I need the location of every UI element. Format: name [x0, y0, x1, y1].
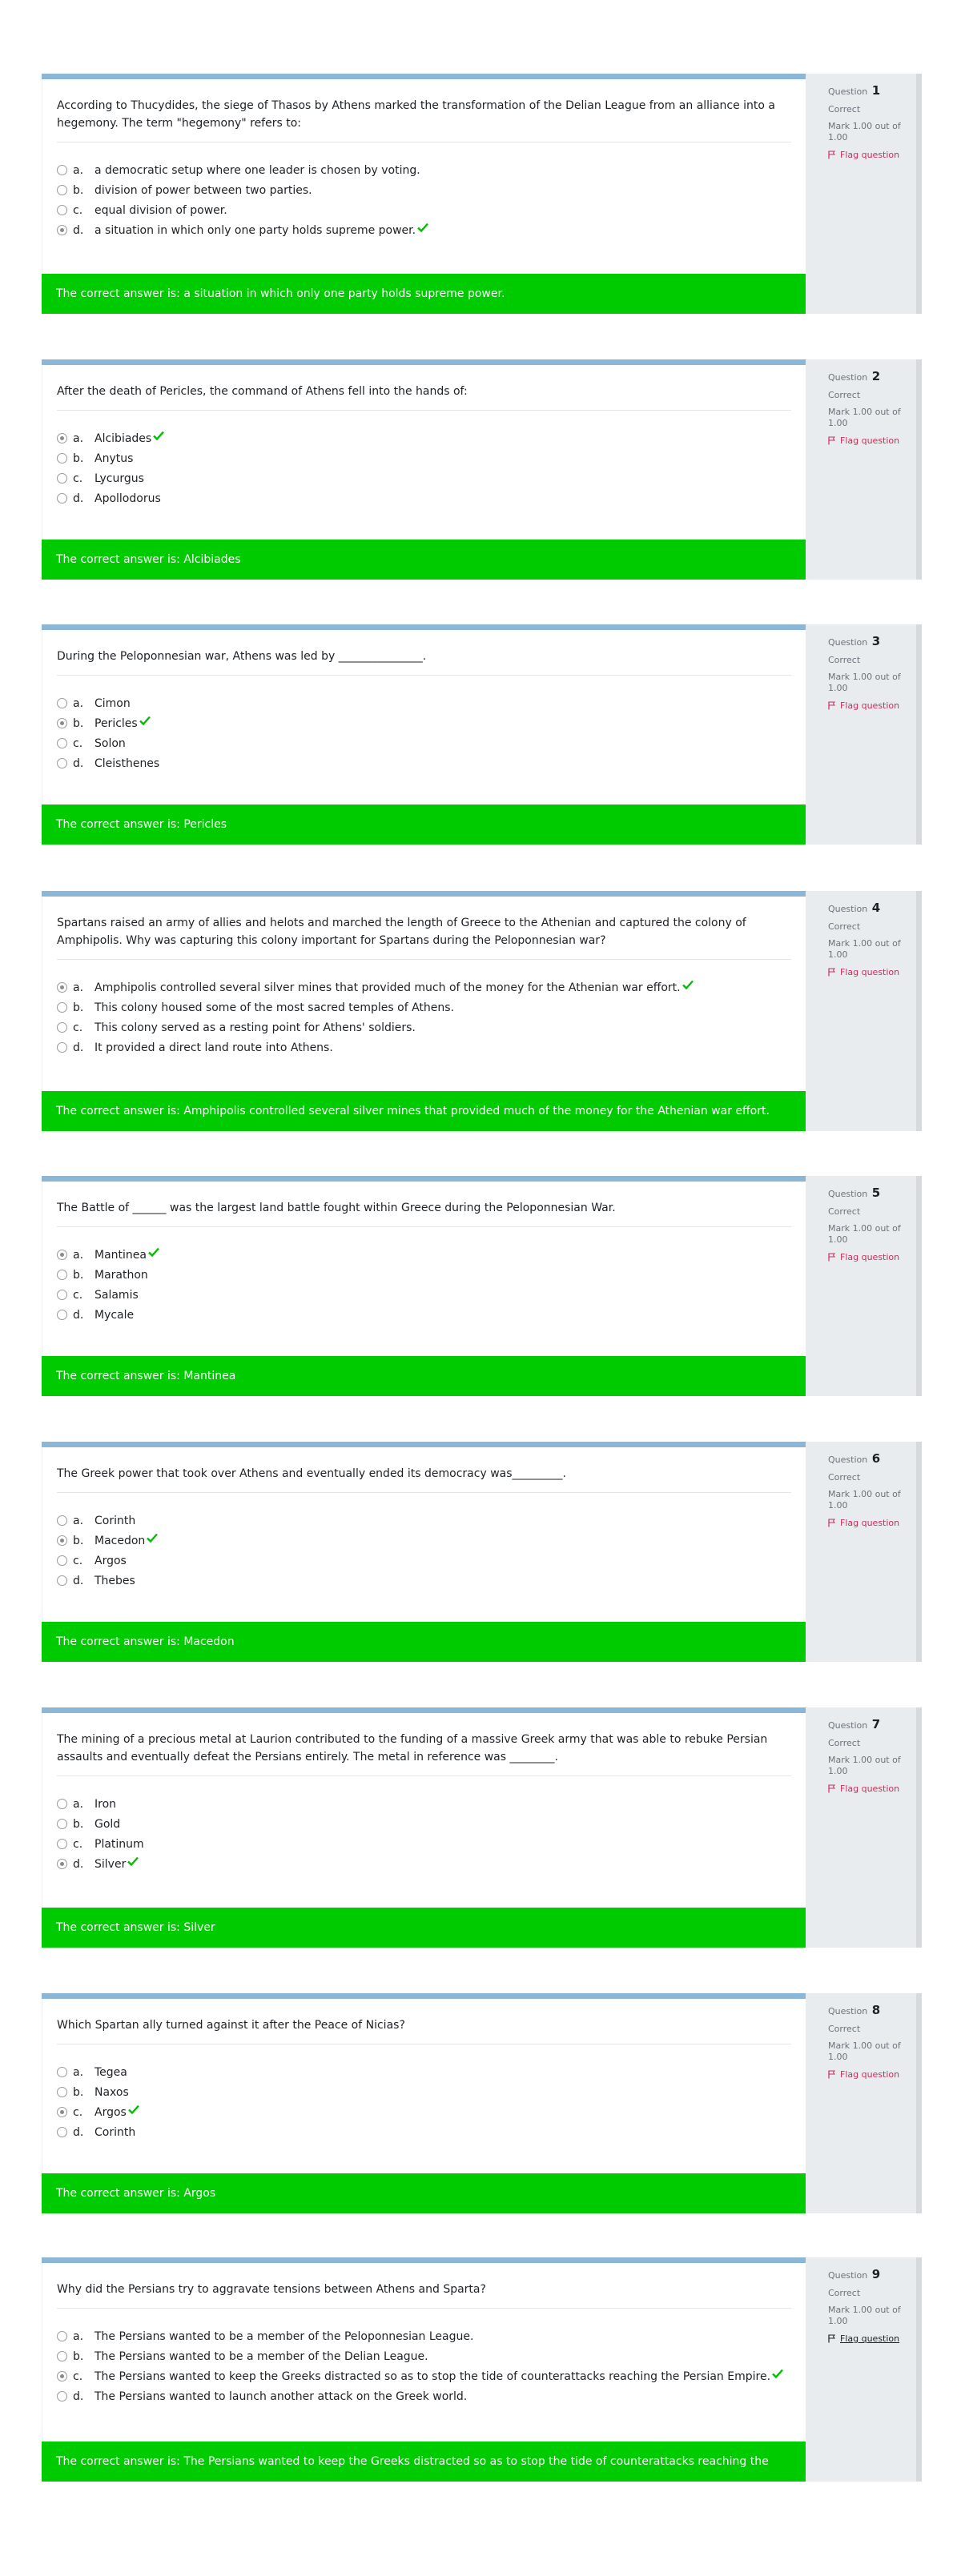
- question-grade: Mark 1.00 out of 1.00: [828, 1489, 901, 1511]
- option-letter: d.: [73, 756, 84, 770]
- correct-answer-feedback: The correct answer is: Mantinea: [42, 1356, 806, 1396]
- option-letter: a.: [73, 431, 84, 445]
- question-label: Question: [828, 904, 868, 914]
- option-letter: a.: [73, 163, 84, 177]
- answer-option-a[interactable]: [57, 1794, 791, 1814]
- answer-option-d[interactable]: [57, 1571, 791, 1591]
- question-info-panel: [806, 359, 922, 580]
- question-label: Question: [828, 637, 868, 648]
- flag-icon: [828, 2334, 836, 2343]
- question-info-panel: [806, 1707, 922, 1948]
- radio-button[interactable]: [57, 2067, 67, 2077]
- correct-answer-feedback: The correct answer is: Alcibiades: [42, 540, 806, 580]
- option-text: The Persians wanted to be a member of the Delian League.: [94, 2349, 428, 2363]
- correct-answer-feedback: The correct answer is: Pericles: [42, 804, 806, 845]
- question-info-panel: [806, 1442, 922, 1662]
- question-number-line: [828, 1186, 905, 1200]
- question-label: Question: [828, 372, 868, 383]
- radio-button[interactable]: [57, 453, 67, 463]
- answer-option-b[interactable]: [57, 997, 791, 1017]
- answer-option-b[interactable]: [57, 180, 791, 200]
- question-block-5: [42, 1176, 922, 1396]
- answer-option-d[interactable]: [57, 2386, 791, 2406]
- answer-option-d[interactable]: [57, 488, 791, 508]
- flag-icon: [828, 1784, 836, 1793]
- answer-option-a[interactable]: [57, 2326, 791, 2346]
- option-text: division of power between two parties.: [94, 183, 312, 197]
- option-letter: d.: [73, 2125, 84, 2139]
- question-block-4: [42, 891, 922, 1131]
- question-content: [42, 1707, 806, 1948]
- option-text: Platinum: [94, 1837, 144, 1851]
- answer-options: [57, 160, 791, 240]
- question-text: During the Peloponnesian war, Athens was led by _______________.: [57, 648, 791, 676]
- correct-answer-feedback: The correct answer is: Argos: [42, 2173, 806, 2213]
- correct-check-icon: [128, 2105, 139, 2114]
- question-state: Correct: [828, 655, 861, 665]
- question-number-line: [828, 1451, 905, 1466]
- option-text: Argos: [94, 2105, 127, 2119]
- answer-option-a[interactable]: [57, 160, 791, 180]
- option-text: Thebes: [94, 1574, 135, 1587]
- question-text: According to Thucydides, the siege of Thasos by Athens marked the transformation of the Delian League from an alliance into a hegemony. The term "hegemony" refers to:: [57, 97, 791, 142]
- option-letter: c.: [73, 1021, 83, 1034]
- answer-option-d[interactable]: [57, 753, 791, 773]
- correct-check-icon: [139, 716, 151, 725]
- option-letter: a.: [73, 2329, 84, 2343]
- question-number-line: [828, 83, 905, 98]
- option-text: Amphipolis controlled several silver mines that provided much of the money for the Athenian war effort.: [94, 981, 681, 994]
- answer-options: [57, 977, 791, 1057]
- option-text: a situation in which only one party holds supreme power.: [94, 223, 416, 237]
- correct-answer-feedback: The correct answer is: Amphipolis controlled several silver mines that provided much of the money for the Athenian war effort.: [42, 1091, 806, 1131]
- answer-option-c[interactable]: [57, 2366, 791, 2386]
- question-grade: Mark 1.00 out of 1.00: [828, 407, 901, 428]
- correct-check-icon: [772, 2369, 783, 2378]
- question-label: Question: [828, 2006, 868, 2016]
- flag-question-button[interactable]: [828, 1784, 905, 1794]
- question-number: 2: [871, 369, 881, 383]
- option-letter: b.: [73, 1268, 84, 1282]
- option-letter: a.: [73, 1514, 84, 1527]
- answer-option-b[interactable]: [57, 2082, 791, 2102]
- option-text: The Persians wanted to launch another attack on the Greek world.: [94, 2389, 468, 2403]
- radio-button[interactable]: [57, 1819, 67, 1829]
- option-letter: a.: [73, 696, 84, 710]
- answer-options: [57, 1245, 791, 1325]
- question-number-line: [828, 2003, 905, 2017]
- question-label: Question: [828, 1455, 868, 1465]
- answer-option-c[interactable]: [57, 733, 791, 753]
- option-letter: b.: [73, 716, 84, 730]
- question-content: [42, 624, 806, 845]
- option-text: Corinth: [94, 1514, 136, 1527]
- option-text: Mycale: [94, 1308, 135, 1322]
- question-content: [42, 1442, 806, 1662]
- question-state: Correct: [828, 390, 861, 400]
- radio-button[interactable]: [57, 2127, 67, 2137]
- option-letter: b.: [73, 183, 84, 197]
- answer-option-c[interactable]: [57, 200, 791, 220]
- option-text: Solon: [94, 736, 126, 750]
- question-text: Why did the Persians try to aggravate tensions between Athens and Sparta?: [57, 2281, 791, 2309]
- answer-option-b[interactable]: [57, 1265, 791, 1285]
- option-letter: c.: [73, 203, 83, 217]
- option-text: Argos: [94, 1554, 127, 1567]
- option-letter: d.: [73, 223, 84, 237]
- question-state: Correct: [828, 1206, 861, 1217]
- radio-button[interactable]: [57, 185, 67, 195]
- option-text: Naxos: [94, 2085, 129, 2099]
- option-text: Mantinea: [94, 1248, 147, 1262]
- flag-question-label: Flag question: [840, 1252, 900, 1262]
- radio-button[interactable]: [57, 718, 67, 728]
- option-letter: b.: [73, 2349, 84, 2363]
- radio-button[interactable]: [57, 1002, 67, 1013]
- question-content: [42, 2257, 806, 2508]
- option-text: Tegea: [94, 2065, 127, 2079]
- question-number: 7: [871, 1717, 881, 1731]
- flag-question-label: Flag question: [840, 1784, 900, 1794]
- radio-button[interactable]: [57, 2107, 67, 2117]
- answer-option-c[interactable]: [57, 1551, 791, 1571]
- answer-option-a[interactable]: [57, 1245, 791, 1265]
- option-text: Cleisthenes: [94, 756, 160, 770]
- answer-option-c[interactable]: [57, 2102, 791, 2122]
- question-state: Correct: [828, 1738, 861, 1748]
- answer-option-a[interactable]: [57, 693, 791, 713]
- question-number: 3: [871, 634, 881, 648]
- question-content: [42, 74, 806, 314]
- flag-question-label: Flag question: [840, 2069, 900, 2080]
- question-text: The Battle of ______ was the largest land battle fought within Greece during the Peloponnesian War.: [57, 1199, 791, 1227]
- answer-option-d[interactable]: [57, 1854, 791, 1874]
- question-formulation: [42, 1447, 806, 1622]
- question-state: Correct: [828, 921, 861, 932]
- question-info-panel: [806, 624, 922, 845]
- question-text: Which Spartan ally turned against it after the Peace of Nicias?: [57, 2016, 791, 2044]
- option-text: It provided a direct land route into Athens.: [94, 1041, 333, 1054]
- question-formulation: [42, 365, 806, 540]
- flag-question-button[interactable]: [828, 150, 905, 160]
- correct-check-icon: [147, 1533, 158, 1543]
- option-text: The Persians wanted to be a member of the Peloponnesian League.: [94, 2329, 474, 2343]
- question-grade: Mark 1.00 out of 1.00: [828, 1223, 901, 1245]
- question-number: 8: [871, 2003, 881, 2017]
- answer-options: [57, 428, 791, 508]
- radio-button[interactable]: [57, 1042, 67, 1053]
- option-text: Alcibiades: [94, 431, 152, 445]
- option-text: Salamis: [94, 1288, 139, 1302]
- question-formulation: [42, 1999, 806, 2173]
- radio-button[interactable]: [57, 1270, 67, 1280]
- question-state: Correct: [828, 2288, 861, 2298]
- option-letter: a.: [73, 1248, 84, 1262]
- correct-answer-feedback: The correct answer is: Silver: [42, 1908, 806, 1948]
- option-text: Pericles: [94, 716, 138, 730]
- question-info-panel: [806, 891, 922, 1131]
- radio-button[interactable]: [57, 225, 67, 235]
- option-letter: c.: [73, 1837, 83, 1851]
- option-text: Anytus: [94, 451, 134, 465]
- correct-answer-feedback: The correct answer is: The Persians wanted to keep the Greeks distracted so as to stop the tide of counterattacks reaching the Persian Empire.: [42, 2442, 806, 2482]
- answer-option-a[interactable]: [57, 1511, 791, 1531]
- answer-options: [57, 1511, 791, 1591]
- radio-button[interactable]: [57, 1290, 67, 1300]
- radio-button[interactable]: [57, 1839, 67, 1849]
- flag-question-button[interactable]: [828, 435, 905, 446]
- radio-button[interactable]: [57, 1555, 67, 1566]
- question-block-3: [42, 624, 922, 845]
- option-text: Cimon: [94, 696, 131, 710]
- question-text: Spartans raised an army of allies and helots and marched the length of Greece to the Athenian and captured the colony of Amphipolis. Why was capturing this colony important for Spartans during the Peloponnesian war?: [57, 914, 791, 960]
- question-content: [42, 359, 806, 580]
- flag-question-button[interactable]: [828, 700, 905, 711]
- question-number-line: [828, 369, 905, 383]
- answer-option-b[interactable]: [57, 713, 791, 733]
- answer-option-b[interactable]: [57, 2346, 791, 2366]
- question-number: 6: [871, 1451, 881, 1466]
- question-number: 5: [871, 1186, 881, 1200]
- answer-option-b[interactable]: [57, 448, 791, 468]
- radio-button[interactable]: [57, 433, 67, 443]
- question-text: The Greek power that took over Athens and eventually ended its democracy was_________.: [57, 1465, 791, 1493]
- question-formulation: [42, 630, 806, 804]
- flag-question-label: Flag question: [840, 1518, 900, 1528]
- option-text: Lycurgus: [94, 471, 144, 485]
- correct-check-icon: [417, 223, 428, 232]
- correct-answer-feedback: The correct answer is: a situation in which only one party holds supreme power.: [42, 274, 806, 314]
- answer-options: [57, 693, 791, 773]
- question-number: 9: [871, 2267, 881, 2281]
- answer-option-c[interactable]: [57, 1834, 791, 1854]
- option-letter: d.: [73, 492, 84, 505]
- question-formulation: [42, 1182, 806, 1356]
- answer-options: [57, 1794, 791, 1874]
- radio-button[interactable]: [57, 1799, 67, 1809]
- question-grade: Mark 1.00 out of 1.00: [828, 672, 901, 693]
- question-grade: Mark 1.00 out of 1.00: [828, 2305, 901, 2326]
- flag-question-button[interactable]: [828, 2333, 905, 2344]
- flag-question-button[interactable]: [828, 1252, 905, 1262]
- question-block-9: [42, 2257, 922, 2508]
- question-block-7: [42, 1707, 922, 1948]
- flag-question-button[interactable]: [828, 1518, 905, 1528]
- question-block-6: [42, 1442, 922, 1662]
- option-letter: b.: [73, 2085, 84, 2099]
- flag-icon: [828, 701, 836, 710]
- flag-question-button[interactable]: [828, 2069, 905, 2080]
- option-letter: d.: [73, 1308, 84, 1322]
- question-block-1: [42, 74, 922, 314]
- radio-button[interactable]: [57, 1310, 67, 1320]
- flag-icon: [828, 1519, 836, 1527]
- option-letter: b.: [73, 1534, 84, 1547]
- radio-button[interactable]: [57, 2331, 67, 2341]
- question-text: After the death of Pericles, the command of Athens fell into the hands of:: [57, 383, 791, 411]
- answer-option-d[interactable]: [57, 2122, 791, 2142]
- answer-option-a[interactable]: [57, 2062, 791, 2082]
- option-text: equal division of power.: [94, 203, 227, 217]
- radio-button[interactable]: [57, 2371, 67, 2381]
- option-letter: d.: [73, 1041, 84, 1054]
- option-letter: b.: [73, 1817, 84, 1831]
- option-letter: c.: [73, 1288, 83, 1302]
- question-number: 1: [871, 83, 881, 98]
- option-letter: c.: [73, 2369, 83, 2383]
- radio-button[interactable]: [57, 473, 67, 484]
- question-content: [42, 1176, 806, 1396]
- question-label: Question: [828, 1189, 868, 1199]
- question-label: Question: [828, 86, 868, 97]
- answer-option-a[interactable]: [57, 977, 791, 997]
- flag-icon: [828, 150, 836, 159]
- option-letter: c.: [73, 1554, 83, 1567]
- option-text: Corinth: [94, 2125, 136, 2139]
- question-formulation: [42, 1713, 806, 1908]
- answer-options: [57, 2326, 791, 2406]
- option-text: a democratic setup where one leader is chosen by voting.: [94, 163, 420, 177]
- radio-button[interactable]: [57, 982, 67, 993]
- flag-icon: [828, 968, 836, 977]
- question-block-8: [42, 1993, 922, 2213]
- question-block-2: [42, 359, 922, 580]
- question-info-panel: [806, 2257, 922, 2482]
- correct-check-icon: [127, 1856, 139, 1866]
- question-state: Correct: [828, 2024, 861, 2034]
- question-state: Correct: [828, 104, 861, 114]
- question-number: 4: [871, 901, 881, 915]
- correct-check-icon: [682, 980, 694, 989]
- question-formulation: [42, 897, 806, 1091]
- option-text: Iron: [94, 1797, 117, 1811]
- radio-button[interactable]: [57, 1022, 67, 1033]
- flag-question-label: Flag question: [840, 2333, 900, 2344]
- option-letter: c.: [73, 736, 83, 750]
- question-formulation: [42, 79, 806, 274]
- question-label: Question: [828, 2270, 868, 2281]
- option-letter: b.: [73, 1001, 84, 1014]
- radio-button[interactable]: [57, 2087, 67, 2097]
- radio-button[interactable]: [57, 758, 67, 768]
- flag-question-label: Flag question: [840, 435, 900, 446]
- radio-button[interactable]: [57, 1575, 67, 1586]
- option-letter: d.: [73, 1857, 84, 1871]
- question-grade: Mark 1.00 out of 1.00: [828, 121, 901, 142]
- flag-icon: [828, 1253, 836, 1262]
- flag-icon: [828, 436, 836, 445]
- radio-button[interactable]: [57, 205, 67, 215]
- flag-question-label: Flag question: [840, 700, 900, 711]
- option-letter: a.: [73, 1797, 84, 1811]
- correct-check-icon: [148, 1247, 159, 1257]
- radio-button[interactable]: [57, 698, 67, 708]
- radio-button[interactable]: [57, 493, 67, 504]
- question-number-line: [828, 901, 905, 915]
- question-grade: Mark 1.00 out of 1.00: [828, 1755, 901, 1776]
- question-label: Question: [828, 1720, 868, 1731]
- question-grade: Mark 1.00 out of 1.00: [828, 2040, 901, 2062]
- answer-option-c[interactable]: [57, 1285, 791, 1305]
- question-info-panel: [806, 74, 922, 314]
- radio-button[interactable]: [57, 2351, 67, 2361]
- question-number-line: [828, 634, 905, 648]
- option-letter: a.: [73, 2065, 84, 2079]
- question-text: The mining of a precious metal at Laurion contributed to the funding of a massive Greek army that was able to rebuke Persian assaults and eventually defeat the Persians entirely. The metal in reference was ________.: [57, 1731, 791, 1776]
- option-letter: c.: [73, 471, 83, 485]
- question-content: [42, 891, 806, 1131]
- option-text: This colony housed some of the most sacred temples of Athens.: [94, 1001, 455, 1014]
- option-text: This colony served as a resting point for Athens' soldiers.: [94, 1021, 416, 1034]
- option-letter: a.: [73, 981, 84, 994]
- question-state: Correct: [828, 1472, 861, 1483]
- option-text: Macedon: [94, 1534, 146, 1547]
- option-text: The Persians wanted to keep the Greeks distracted so as to stop the tide of counterattacks reaching the Persian Empire.: [94, 2369, 771, 2383]
- question-content: [42, 1993, 806, 2213]
- radio-button[interactable]: [57, 1250, 67, 1260]
- radio-button[interactable]: [57, 165, 67, 175]
- flag-question-button[interactable]: [828, 967, 905, 977]
- radio-button[interactable]: [57, 2391, 67, 2401]
- question-grade: Mark 1.00 out of 1.00: [828, 938, 901, 960]
- correct-answer-feedback: The correct answer is: Macedon: [42, 1622, 806, 1662]
- answer-option-b[interactable]: [57, 1814, 791, 1834]
- question-info-panel: [806, 1993, 922, 2213]
- correct-check-icon: [153, 431, 164, 440]
- flag-question-label: Flag question: [840, 150, 900, 160]
- question-number-line: [828, 2267, 905, 2281]
- question-formulation: [42, 2263, 806, 2442]
- flag-question-label: Flag question: [840, 967, 900, 977]
- answer-option-c[interactable]: [57, 468, 791, 488]
- option-text: Gold: [94, 1817, 121, 1831]
- question-number-line: [828, 1717, 905, 1731]
- answer-options: [57, 2062, 791, 2142]
- option-letter: d.: [73, 1574, 84, 1587]
- answer-option-b[interactable]: [57, 1531, 791, 1551]
- answer-option-d[interactable]: [57, 220, 791, 240]
- radio-button[interactable]: [57, 1535, 67, 1546]
- flag-icon: [828, 2070, 836, 2079]
- option-letter: b.: [73, 451, 84, 465]
- answer-option-d[interactable]: [57, 1305, 791, 1325]
- answer-option-c[interactable]: [57, 1017, 791, 1037]
- answer-option-a[interactable]: [57, 428, 791, 448]
- option-letter: c.: [73, 2105, 83, 2119]
- answer-option-d[interactable]: [57, 1037, 791, 1057]
- radio-button[interactable]: [57, 1859, 67, 1869]
- option-text: Apollodorus: [94, 492, 161, 505]
- option-text: Marathon: [94, 1268, 148, 1282]
- option-text: Silver: [94, 1857, 127, 1871]
- radio-button[interactable]: [57, 1515, 67, 1526]
- radio-button[interactable]: [57, 738, 67, 748]
- option-letter: d.: [73, 2389, 84, 2403]
- question-info-panel: [806, 1176, 922, 1396]
